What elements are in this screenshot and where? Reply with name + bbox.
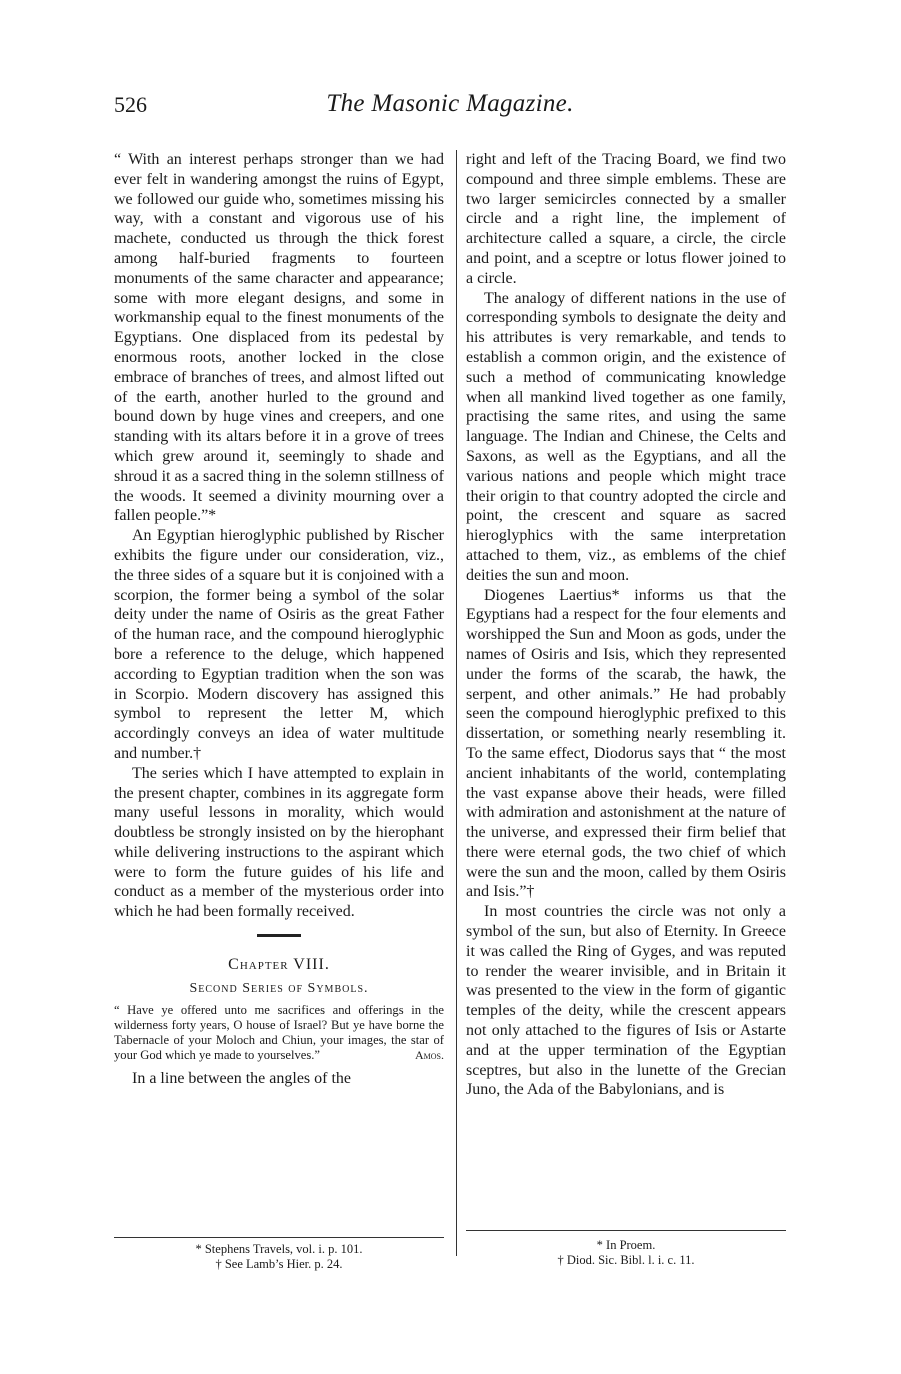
chapter-subtitle: Second Series of Symbols. <box>189 980 369 996</box>
footnote-rule <box>466 1230 786 1231</box>
body-paragraph: right and left of the Tracing Board, we find two compound and three simple emblems. These are two larger semicircles connected by a smaller circle and a right line, the implement of architecture called a square, a circle, the circle and point, and a sceptre or lotus flower joined to a circle. <box>466 151 786 287</box>
epigraph <box>114 1003 444 1063</box>
epigraph-text: “ Have ye offered unto me sacrifices and offerings in the wilderness forty years, O house of Israel? But ye have borne the Tabernacle of your Moloch and Chiun, your images, the star of your God which ye made to yourselves.” <box>114 1002 444 1062</box>
chapter-divider <box>257 934 301 937</box>
epigraph-source: Amos. <box>414 1047 444 1062</box>
body-paragraph: The series which I have attempted to explain in the present chapter, combines in its aggregate form many useful lessons in morality, which would doubtless be strongly insisted on by the hierophant while delivering instructions to the aspirant which were to form the future guides of his life and conduct as a member of the mysterious order into which he had been formally received. <box>114 764 444 921</box>
body-paragraph: In a line between the angles of the <box>132 1069 352 1087</box>
footnote: * Stephens Travels, vol. i. p. 101. <box>195 1242 363 1256</box>
page-header <box>0 86 901 126</box>
left-column <box>114 150 444 1088</box>
column-divider <box>456 150 457 1256</box>
body-paragraph: “ With an interest perhaps stronger than we had ever felt in wandering amongst the ruins of Egypt, we followed our guide who, sometimes missing his way, with a constant and vigorous use of his machete, conducted us through the thick forest among half-buried fragments to fourteen monuments of the same character and appearance; some with more elegant designs, and some in workmanship equal to the finest monuments of the Egyptians. One displaced from its pedestal by enormous roots, another locked in the close embrace of branches of trees, and almost lifted out of the earth, another hurled to the ground and bound down by huge vines and creepers, and one standing with its altars before it in a grove of trees which grew around it, seemingly to shade and shroud it as a sacred thing in the solemn stillness of the woods. It seemed a divinity mourning over a fallen people.”* <box>114 151 444 525</box>
footnote: † Diod. Sic. Bibl. l. i. c. 11. <box>557 1253 695 1267</box>
body-paragraph: The analogy of different nations in the use of corresponding symbols to designate the deity and his attributes is very remarkable, and tends to establish a common origin, and the existence of such a method of communicating knowledge when all mankind lived together as one family, practising the same rites, and using the same language. The Indian and Chinese, the Celts and Saxons, as well as the Egyptians, and all the various nations and people which might trace their origin to that country adopted the circle and point, the crescent and square as sacred hieroglyphics with the same interpretation attached to them, viz., as emblems of the chief deities the sun and moon. <box>466 289 786 584</box>
chapter-title: Chapter VIII. <box>228 956 330 974</box>
left-footnotes <box>114 1242 444 1272</box>
right-footnotes <box>466 1238 786 1268</box>
footnote: † See Lamb’s Hier. p. 24. <box>215 1257 343 1271</box>
body-paragraph: An Egyptian hieroglyphic published by Rischer exhibits the figure under our consideration, viz., the three sides of a square but it is conjoined with a scorpion, the former being a symbol of the solar deity under the name of Osiris as the great Father of the human race, and the compound hieroglyphic bore a reference to the deluge, which happened according to Egyptian tradition when the son was in Scorpio. Modern discovery has assigned this symbol to represent the letter M, which accordingly conveys an idea of water multitude and number.† <box>114 527 444 762</box>
footnote-rule <box>114 1237 444 1238</box>
page-number: 526 <box>114 92 147 117</box>
body-paragraph: Diogenes Laertius* informs us that the Egyptians had a respect for the four elements and worshipped the Sun and Moon as gods, under the names of Osiris and Isis, which they represented under the forms of the scarab, the hawk, the serpent, and other animals.” He had probably seen the compound hieroglyphic prefixed to this dissertation, or something nearly resembling it. To the same effect, Diodorus says that “ the most ancient inhabitants of the world, contemplating the vast expanse above their heads, were filled with admiration and astonishment at the nature of the universe, and expressed their firm belief that there were eternal gods, the two chief of which were the sun and the moon, called by them Osiris and Isis.”† <box>466 586 786 901</box>
right-column <box>466 150 786 1100</box>
body-paragraph: In most countries the circle was not only a symbol of the sun, but also of Eternity. In Greece it was called the Ring of Gyges, and was reputed to render the wearer invisible, and in Britain it was presented to the view in the form of gigantic temples of the deity, while the crescent appears not only attached to the figures of Isis or Astarte and at the upper termination of the Egyptian sceptres, but also in the lunette of the Grecian Juno, the Ada of the Babylonians, and is <box>466 903 786 1099</box>
footnote: * In Proem. <box>596 1238 656 1252</box>
running-title: The Masonic Magazine. <box>326 90 574 117</box>
